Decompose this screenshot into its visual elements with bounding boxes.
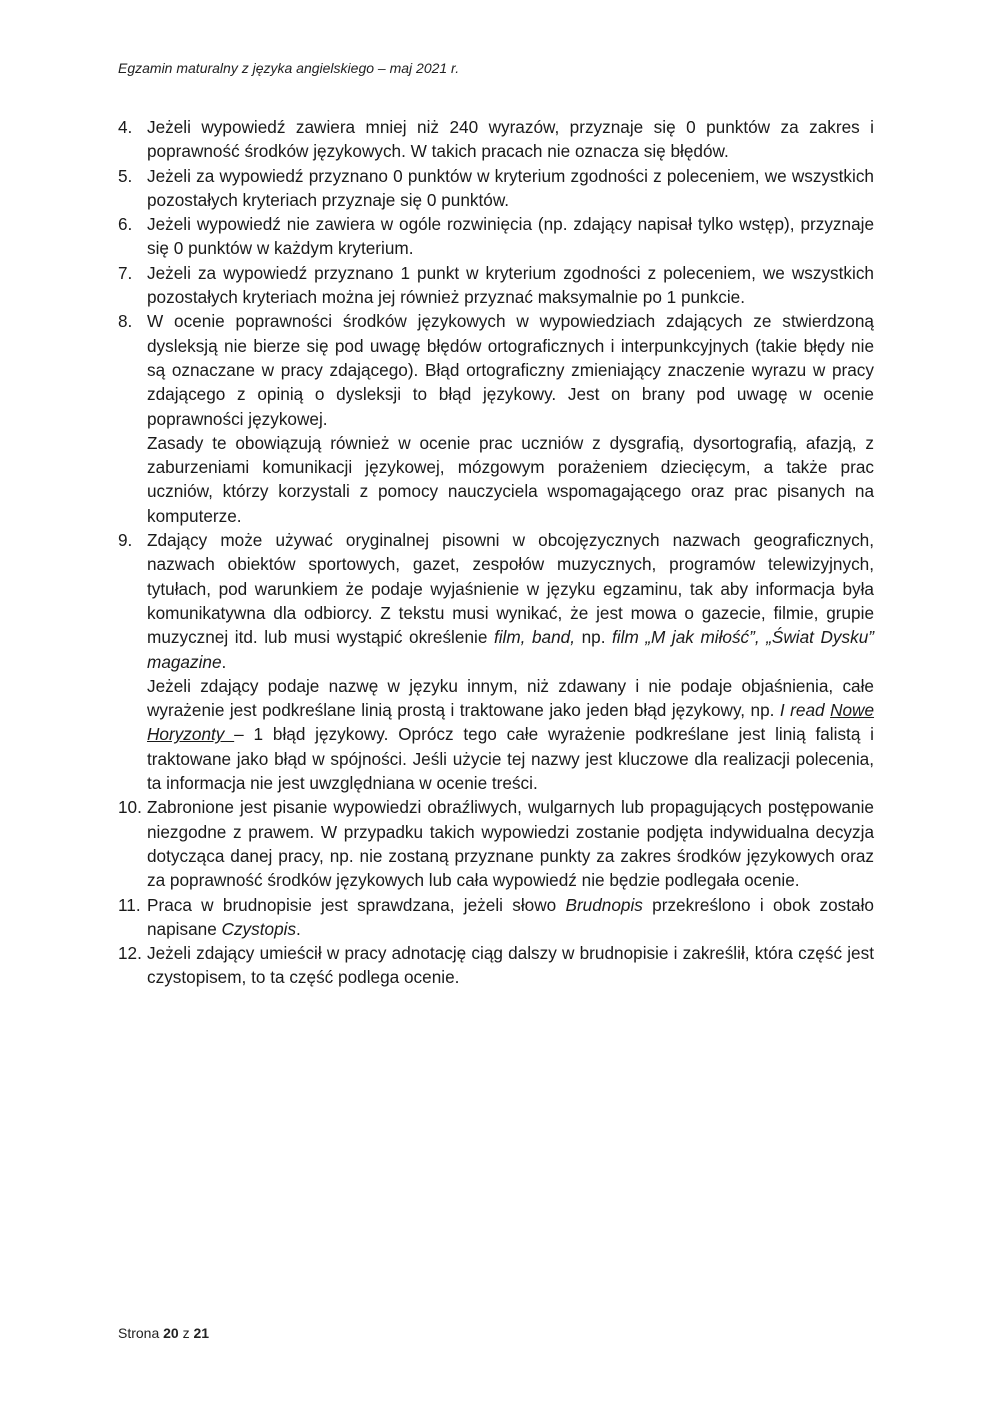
rule-paragraph bbox=[147, 164, 874, 213]
text-run: np. bbox=[575, 627, 613, 648]
text-run: Jeżeli zdający umieścił w pracy adnotację ciąg dalszy w brudnopisie i zakreślił, która część jest czystopisem, to ta część podlega ocenie. bbox=[147, 943, 874, 988]
rule-item bbox=[118, 309, 874, 528]
rule-number: 9. bbox=[118, 530, 133, 551]
rule-item bbox=[118, 893, 874, 942]
rule-paragraph bbox=[147, 893, 874, 942]
rule-item bbox=[118, 261, 874, 310]
rule-number: 12. bbox=[118, 943, 142, 964]
text-run: – 1 błąd językowy. Oprócz tego całe wyrażenie podkreślane jest linią falistą i traktowane jako błąd w spójności. Jeśli użycie tej nazwy jest kluczowe dla realizacji polecenia, ta informacja nie jest uwzględniana w ocenie treści. bbox=[147, 724, 874, 794]
rule-number: 6. bbox=[118, 214, 133, 235]
rule-item bbox=[118, 164, 874, 213]
text-run: W ocenie poprawności środków językowych w wypowiedziach zdających ze stwierdzoną dysleksją nie bierze się pod uwagę błędów ortograficznych i interpunkcyjnych (takie błędy nie są oznaczane w pracy zdającego). Błąd ortograficzny zmieniający znaczenie wyrazu w pracy zdającego z opinią o dysleksji to błąd językowy. Jest on brany pod uwagę w ocenie poprawności językowej. bbox=[147, 311, 874, 429]
rule-paragraph bbox=[147, 261, 874, 310]
rule-paragraph bbox=[147, 431, 874, 528]
rule-number: 8. bbox=[118, 311, 133, 332]
page-footer bbox=[118, 1325, 209, 1341]
text-run: . bbox=[221, 651, 227, 672]
rule-item bbox=[118, 115, 874, 164]
text-run: przekreślono i obok zostało napisane bbox=[147, 894, 874, 939]
rule-paragraph bbox=[147, 795, 874, 892]
rule-item bbox=[118, 795, 874, 892]
italic-text: film „M jak miłość”, „Świat Dysku” magazine bbox=[147, 627, 874, 672]
rule-body bbox=[147, 309, 874, 528]
rule-body bbox=[147, 893, 874, 942]
rule-paragraph bbox=[147, 212, 874, 261]
rule-body bbox=[147, 261, 874, 310]
rule-number: 10. bbox=[118, 797, 142, 818]
text-run: Jeżeli wypowiedź nie zawiera w ogóle rozwinięcia (np. zdający napisał tylko wstęp), przyznaje się 0 punktów w każdym kryterium. bbox=[147, 214, 874, 259]
page-header: Egzamin maturalny z języka angielskiego – maj 2021 r. bbox=[118, 60, 460, 76]
text-run: Jeżeli zdający podaje nazwę w języku innym, niż zdawany i nie podaje objaśnienia, całe wyrażenie jest podkreślane linią prostą i traktowane jako jeden błąd językowy, np. bbox=[147, 675, 874, 721]
text-run: Jeżeli za wypowiedź przyznano 0 punktów w kryterium zgodności z poleceniem, we wszystkich pozostałych kryteriach przyznaje się 0 punktów. bbox=[147, 165, 874, 210]
rule-number: 7. bbox=[118, 262, 133, 283]
rule-body bbox=[147, 164, 874, 213]
text-run: Zabronione jest pisanie wypowiedzi obraźliwych, wulgarnych lub propagujących postępowanie niezgodne z prawem. W przypadku takich wypowiedzi zostanie podjęta indywidualna decyzja dotycząca danej pracy, np. nie zostaną przyznane punkty za zakres środków językowych oraz za poprawność środków językowych lub cała wypowiedź nie będzie podlegała ocenie. bbox=[147, 797, 874, 891]
rule-paragraph bbox=[147, 115, 874, 164]
italic-text: I read bbox=[779, 700, 825, 721]
text-run: Jeżeli za wypowiedź przyznano 1 punkt w kryterium zgodności z poleceniem, we wszystkich pozostałych kryteriach można jej również przyznać maksymalnie po 1 punkcie. bbox=[147, 262, 874, 308]
footer-current-page: 20 bbox=[163, 1325, 179, 1341]
text-run: Zdający może używać oryginalnej pisowni w obcojęzycznych nazwach geograficznych, nazwach obiektów sportowych, gazet, zespołów muzycznych, programów telewizyjnych, tytułach, pod warunkiem że podaje wyjaśnienie w języku egzaminu, tak aby informacja była komunikatywna dla odbiorcy. Z tekstu musi wynikać, że jest mowa o gazecie, filmie, grupie muzycznej itd. lub musi wystąpić określenie bbox=[147, 530, 874, 648]
rule-body bbox=[147, 528, 874, 795]
footer-separator: z bbox=[182, 1325, 190, 1341]
rule-item bbox=[118, 212, 874, 261]
italic-text: Czystopis bbox=[221, 918, 297, 939]
rules-list bbox=[118, 115, 874, 990]
rule-paragraph bbox=[147, 674, 874, 795]
rule-paragraph bbox=[147, 528, 874, 674]
rule-body bbox=[147, 941, 874, 990]
text-run: Zasady te obowiązują również w ocenie prac uczniów z dysgrafią, dysortografią, afazją, z zaburzeniami komunikacji językowej, mózgowym porażeniem dziecięcym, a także prac uczniów, którzy korzystali z pomocy nauczyciela wspomagającego oraz prac pisanych na komputerze. bbox=[147, 432, 874, 526]
rule-number: 5. bbox=[118, 165, 133, 186]
text-run: Jeżeli wypowiedź zawiera mniej niż 240 wyrazów, przyznaje się 0 punktów za zakres i poprawność środków językowych. W takich pracach nie oznacza się błędów. bbox=[147, 117, 874, 162]
rule-body bbox=[147, 795, 874, 892]
rule-number: 4. bbox=[118, 117, 133, 137]
rule-item bbox=[118, 941, 874, 990]
footer-total-pages: 21 bbox=[193, 1325, 210, 1341]
text-run: Praca w brudnopisie jest sprawdzana, jeżeli słowo bbox=[147, 894, 566, 915]
rule-item bbox=[118, 528, 874, 795]
underlined-text: Nowe Horyzonty bbox=[147, 700, 875, 745]
italic-text: Brudnopis bbox=[565, 894, 643, 915]
rule-number: 11. bbox=[118, 894, 141, 915]
rule-body bbox=[147, 212, 874, 261]
italic-text: film, band, bbox=[493, 627, 576, 648]
rule-paragraph bbox=[147, 941, 874, 990]
rule-body bbox=[147, 115, 874, 164]
rule-paragraph bbox=[147, 309, 874, 430]
text-run: . bbox=[296, 918, 301, 939]
footer-label: Strona bbox=[118, 1325, 160, 1341]
